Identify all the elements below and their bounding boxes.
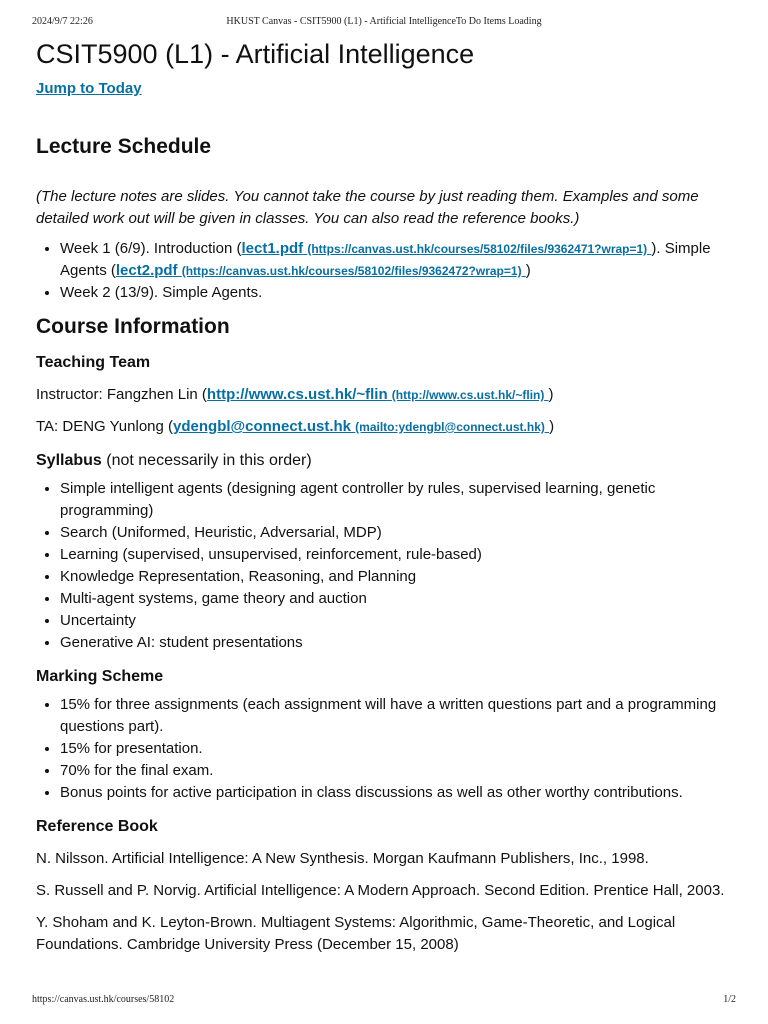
week1-prefix: Week 1 (6/9). Introduction ( (60, 240, 242, 257)
print-timestamp: 2024/9/7 22:26 (32, 16, 93, 27)
print-header (32, 16, 736, 30)
lect1-link[interactable] (241, 240, 651, 257)
marking-scheme-heading: Marking Scheme (36, 668, 164, 685)
lect1-link-url: (https://canvas.ust.hk/courses/58102/files/9362471?wrap=1) (307, 242, 648, 256)
lect2-link-url: (https://canvas.ust.hk/courses/58102/files/9362472?wrap=1) (181, 264, 522, 278)
syllabus-item: • Generative AI: student presentations (60, 632, 736, 654)
jump-to-today-link[interactable]: Jump to Today (36, 80, 142, 97)
print-footer-url: https://canvas.ust.hk/courses/58102 (32, 994, 175, 1005)
syllabus-list (36, 478, 736, 654)
lect1-link-text: lect1.pdf (241, 240, 304, 257)
ta-suffix: ) (549, 418, 555, 435)
lecture-item-week1 (60, 238, 736, 282)
instructor-line (36, 384, 736, 406)
instructor-link-text: http://www.cs.ust.hk/~flin (206, 386, 388, 403)
syllabus-item: • Uncertainty (60, 610, 736, 632)
print-page-title: HKUST Canvas - CSIT5900 (L1) - Artificial IntelligenceTo Do Items Loading (226, 16, 542, 27)
ta-link-text: ydengbl@connect.ust.hk (173, 418, 351, 435)
instructor-suffix: ) (548, 386, 554, 403)
course-information-heading: Course Information (36, 315, 230, 338)
syllabus-heading-bold: Syllabus (36, 452, 102, 469)
syllabus-item: • Multi-agent systems, game theory and auction (60, 588, 736, 610)
marking-item: • 70% for the final exam. (60, 760, 736, 782)
syllabus-item: • Knowledge Representation, Reasoning, and Planning (60, 566, 736, 588)
reference-item: Y. Shoham and K. Leyton-Brown. Multiagent Systems: Algorithmic, Game-Theoretic, and Logical Foundations. Cambridge University Press (December 15, 2008) (36, 914, 676, 953)
syllabus-item: • Search (Uniformed, Heuristic, Adversarial, MDP) (60, 522, 736, 544)
lect2-link[interactable] (116, 262, 526, 279)
marking-scheme-list (36, 694, 736, 804)
ta-line (36, 416, 736, 438)
print-footer (32, 994, 736, 1008)
week1-suffix: ) (525, 262, 531, 279)
lect2-link-text: lect2.pdf (115, 262, 178, 279)
ta-link-url: (mailto:ydengbl@connect.ust.hk) (355, 420, 545, 434)
instructor-homepage-link[interactable] (207, 386, 549, 403)
course-title: CSIT5900 (L1) - Artificial Intelligence (36, 39, 475, 69)
reference-item: S. Russell and P. Norvig. Artificial Intelligence: A Modern Approach. Second Edition. Prentice Hall, 2003. (36, 882, 725, 899)
week1-mid: ). Simple Agents ( (60, 240, 711, 279)
marking-item: • Bonus points for active participation in class discussions as well as other worthy contributions. (60, 782, 736, 804)
syllabus-item: • Learning (supervised, unsupervised, reinforcement, rule-based) (60, 544, 736, 566)
marking-item: • 15% for presentation. (60, 738, 736, 760)
ta-email-link[interactable] (173, 418, 549, 435)
reference-book-heading: Reference Book (36, 818, 158, 835)
lecture-item-week2: • Week 2 (13/9). Simple Agents. (60, 282, 736, 304)
syllabus-heading (36, 450, 736, 472)
print-page-number: 1/2 (723, 994, 736, 1005)
teaching-team-heading: Teaching Team (36, 354, 151, 371)
lecture-list (36, 238, 736, 304)
syllabus-item: • Simple intelligent agents (designing agent controller by rules, supervised learning, genetic programming) (60, 478, 736, 522)
ta-prefix: TA: DENG Yunlong ( (36, 418, 174, 435)
lecture-schedule-heading: Lecture Schedule (36, 135, 212, 158)
reference-item: N. Nilsson. Artificial Intelligence: A New Synthesis. Morgan Kaufmann Publishers, Inc., 1998. (36, 850, 649, 867)
marking-item: • 15% for three assignments (each assignment will have a written questions part and a programming questions part). (60, 694, 736, 738)
instructor-link-url: (http://www.cs.ust.hk/~flin) (391, 388, 545, 402)
page-content (36, 38, 736, 956)
instructor-prefix: Instructor: Fangzhen Lin ( (36, 386, 207, 403)
lecture-note: (The lecture notes are slides. You cannot take the course by just reading them. Examples and some detailed work out will be given in classes. You can also read the reference books.) (36, 188, 699, 227)
syllabus-heading-note: (not necessarily in this order) (106, 452, 312, 469)
